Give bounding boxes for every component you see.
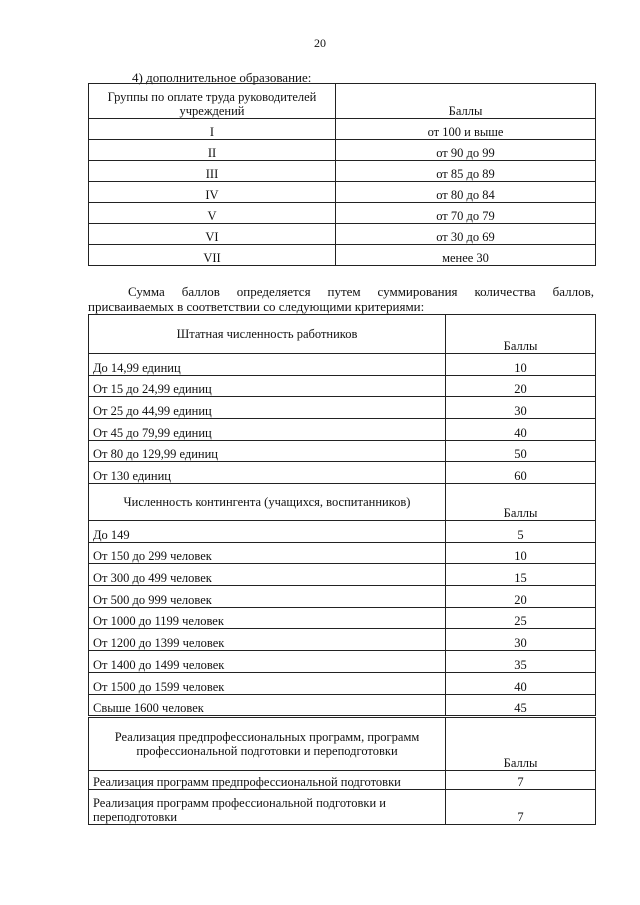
contingent-table (88, 483, 596, 716)
table-header-row (89, 718, 596, 771)
column-header: Штатная численность работников (89, 315, 446, 354)
row-label: VII (89, 245, 336, 266)
table-row (89, 419, 596, 441)
table-row (89, 790, 596, 825)
row-points: от 80 до 84 (336, 182, 596, 203)
row-points: 35 (446, 651, 596, 673)
table-row (89, 161, 596, 182)
row-label: От 1400 до 1499 человек (89, 651, 446, 673)
row-label: III (89, 161, 336, 182)
pay-groups-body (89, 84, 596, 266)
row-points: 10 (446, 542, 596, 564)
table-row (89, 119, 596, 140)
row-points: 7 (446, 771, 596, 790)
row-points: 30 (446, 397, 596, 419)
table-header-row (89, 484, 596, 521)
table-row (89, 521, 596, 543)
row-label: От 500 до 999 человек (89, 586, 446, 608)
section-heading: 4) дополнительное образование: (132, 70, 312, 85)
table-row (89, 564, 596, 586)
table-row (89, 354, 596, 376)
table-row (89, 397, 596, 419)
table-row (89, 375, 596, 397)
table-row (89, 694, 596, 716)
row-label: От 45 до 79,99 единиц (89, 419, 446, 441)
row-label: До 14,99 единиц (89, 354, 446, 376)
row-points: 15 (446, 564, 596, 586)
contingent-body (89, 484, 596, 716)
row-points: 30 (446, 629, 596, 651)
row-label: Свыше 1600 человек (89, 694, 446, 716)
row-points: 60 (446, 462, 596, 484)
row-points: от 85 до 89 (336, 161, 596, 182)
row-label: VI (89, 224, 336, 245)
row-points: 40 (446, 419, 596, 441)
page-number: 20 (314, 36, 326, 50)
table-row (89, 140, 596, 161)
row-points: 45 (446, 694, 596, 716)
row-points: от 70 до 79 (336, 203, 596, 224)
row-label: IV (89, 182, 336, 203)
row-label: От 25 до 44,99 единиц (89, 397, 446, 419)
row-label: От 1500 до 1599 человек (89, 672, 446, 694)
row-label: Реализация программ профессиональной подготовки и переподготовки (89, 790, 446, 825)
row-points: 7 (446, 790, 596, 825)
table-row (89, 245, 596, 266)
column-header-points: Баллы (446, 315, 596, 354)
row-points: менее 30 (336, 245, 596, 266)
table-row (89, 651, 596, 673)
staff-count-body (89, 315, 596, 484)
row-label: От 15 до 24,99 единиц (89, 375, 446, 397)
programs-table (88, 717, 596, 825)
row-label: I (89, 119, 336, 140)
table-row (89, 542, 596, 564)
table-row (89, 672, 596, 694)
row-points: 50 (446, 440, 596, 462)
table-row (89, 440, 596, 462)
table-header-row (89, 84, 596, 119)
row-label: От 80 до 129,99 единиц (89, 440, 446, 462)
row-points: 25 (446, 607, 596, 629)
row-label: От 130 единиц (89, 462, 446, 484)
row-label: От 1200 до 1399 человек (89, 629, 446, 651)
row-points: 20 (446, 375, 596, 397)
column-header-points: Баллы (446, 718, 596, 771)
column-header: Реализация предпрофессиональных программ, программ профессиональной подготовки и переподготовки (89, 718, 446, 771)
row-label: Реализация программ предпрофессиональной подготовки (89, 771, 446, 790)
staff-count-table (88, 314, 596, 484)
row-label: От 1000 до 1199 человек (89, 607, 446, 629)
table-row (89, 771, 596, 790)
row-label: От 150 до 299 человек (89, 542, 446, 564)
column-header-points: Баллы (446, 484, 596, 521)
column-header: Группы по оплате труда руководителей учреждений (89, 84, 336, 119)
row-label: V (89, 203, 336, 224)
table-row (89, 629, 596, 651)
row-points: 10 (446, 354, 596, 376)
row-label: От 300 до 499 человек (89, 564, 446, 586)
row-points: 40 (446, 672, 596, 694)
row-points: 20 (446, 586, 596, 608)
row-points: от 90 до 99 (336, 140, 596, 161)
table-row (89, 224, 596, 245)
table-header-row (89, 315, 596, 354)
paragraph-line-1: Сумма баллов определяется путем суммирования количества баллов, (128, 284, 594, 299)
column-header: Численность контингента (учащихся, воспитанников) (89, 484, 446, 521)
table-row (89, 607, 596, 629)
paragraph-line-2: присваиваемых в соответствии со следующими критериями: (88, 299, 425, 314)
table-row (89, 462, 596, 484)
programs-body (89, 718, 596, 825)
table-row (89, 203, 596, 224)
row-points: от 30 до 69 (336, 224, 596, 245)
row-label: До 149 (89, 521, 446, 543)
row-label: II (89, 140, 336, 161)
column-header-points: Баллы (336, 84, 596, 119)
row-points: от 100 и выше (336, 119, 596, 140)
criteria-paragraph (88, 284, 594, 314)
row-points: 5 (446, 521, 596, 543)
pay-groups-table (88, 83, 596, 266)
table-row (89, 182, 596, 203)
table-row (89, 586, 596, 608)
